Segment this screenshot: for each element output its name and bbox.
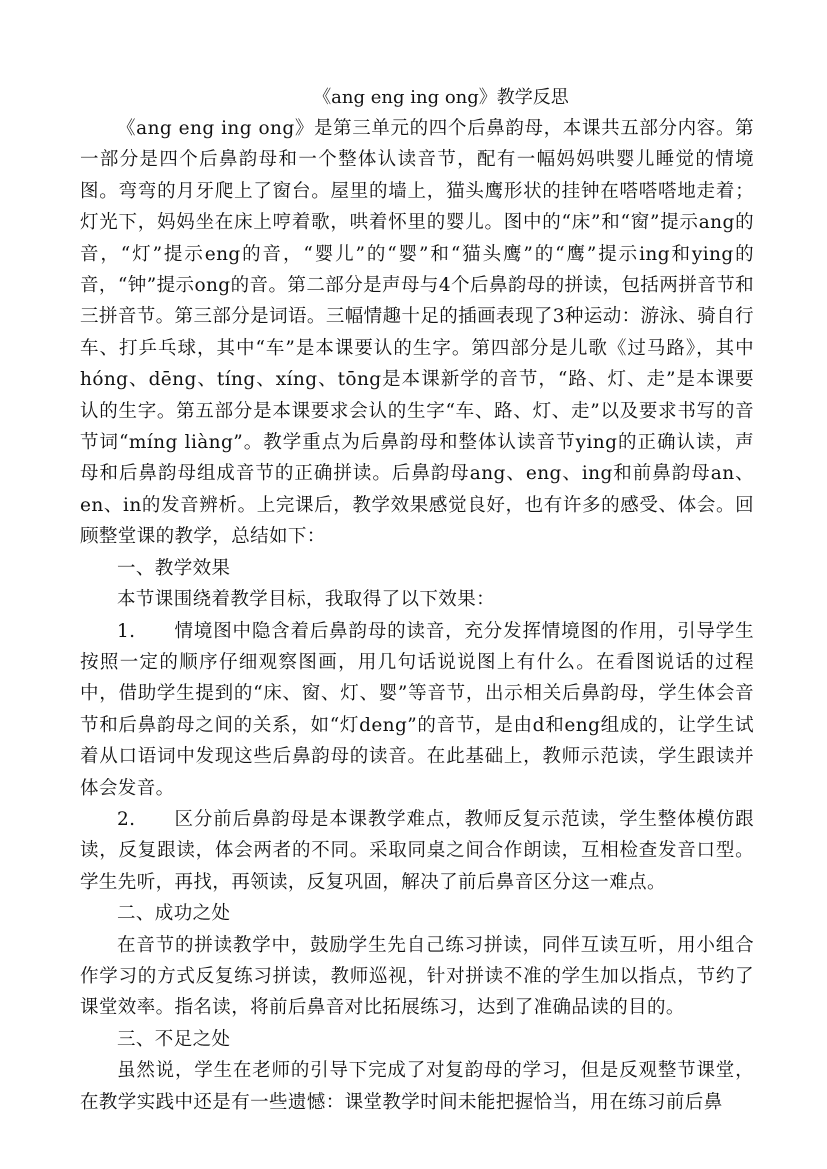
section3-paragraph: 虽然说，学生在老师的引导下完成了对复韵母的学习，但是反观整节课堂，在教学实践中还是有一些遗憾：课堂教学时间未能把握恰当，用在练习前后鼻 <box>80 1060 754 1113</box>
section1-item-1: 1. 情境图中隐含着后鼻韵母的读音，充分发挥情境图的作用，引导学生按照一定的顺序仔细观察图画，用几句话说说图上有什么。在看图说话的过程中，借助学生提到的“床、窗、灯、婴”等音节，出示相关后鼻韵母，学生体会音节和后鼻韵母之间的关系，如“灯deng”的音节，是由d和eng组成的，让学生试着从口语词中发现这些后鼻韵母的读音。在此基础上，教师示范读，学生跟读并体会发音。 <box>80 620 754 799</box>
section-heading-teaching-effect: 一、教学效果 <box>117 557 231 579</box>
section2-paragraph: 在音节的拼读教学中，鼓励学生先自己练习拼读，同伴互读互听，用小组合作学习的方式反复练习拼读，教师巡视，针对拼读不准的学生加以指点，节约了课堂效率。指名读，将前后鼻音对比拓展练习，达到了准确品读的目的。 <box>80 934 754 1019</box>
section-heading-success: 二、成功之处 <box>117 903 231 925</box>
section1-item-2: 2. 区分前后鼻韵母是本课教学难点，教师反复示范读，学生整体模仿跟读，反复跟读，体会两者的不同。采取同桌之间合作朗读，互相检查发音口型。学生先听，再找，再领读，反复巩固，解决了前后鼻音区分这一难点。 <box>80 808 754 893</box>
section1-intro-paragraph: 本节课围绕着教学目标，我取得了以下效果： <box>117 589 496 611</box>
document-page <box>80 86 754 1118</box>
intro-paragraph: 《ang eng ing ong》是第三单元的四个后鼻韵母，本课共五部分内容。第一部分是四个后鼻韵母和一个整体认读音节，配有一幅妈妈哄婴儿睡觉的情境图。弯弯的月牙爬上了窗台。屋里的墙上，猫头鹰形状的挂钟在嗒嗒嗒地走着；灯光下，妈妈坐在床上哼着歌，哄着怀里的婴儿。图中的“床”和“窗”提示ang的音，“灯”提示eng的音，“婴儿”的“婴”和“猫头鹰”的“鹰”提示ing和ying的音，“钟”提示ong的音。第二部分是声母与4个后鼻韵母的拼读，包括两拼音节和三拼音节。第三部分是词语。三幅情趣十足的插画表现了3种运动：游泳、骑自行车、打乒乓球，其中“车”是本课要认的生字。第四部分是儿歌《过马路》，其中hóng、dēng、tíng、xíng、tōng是本课新学的音节，“路、灯、走”是本课要认的生字。第五部分是本课要求会认的生字“车、路、灯、走”以及要求书写的音节词“míng liàng”。教学重点为后鼻韵母和整体认读音节ying的正确认读，声母和后鼻韵母组成音节的正确拼读。后鼻韵母ang、eng、ing和前鼻韵母an、en、in的发音辨析。上完课后，教学效果感觉良好，也有许多的感受、体会。回顾整堂课的教学，总结如下： <box>80 118 754 548</box>
document-title: 《ang eng ing ong》教学反思 <box>313 87 569 108</box>
section-heading-shortcomings: 三、不足之处 <box>117 1028 231 1050</box>
